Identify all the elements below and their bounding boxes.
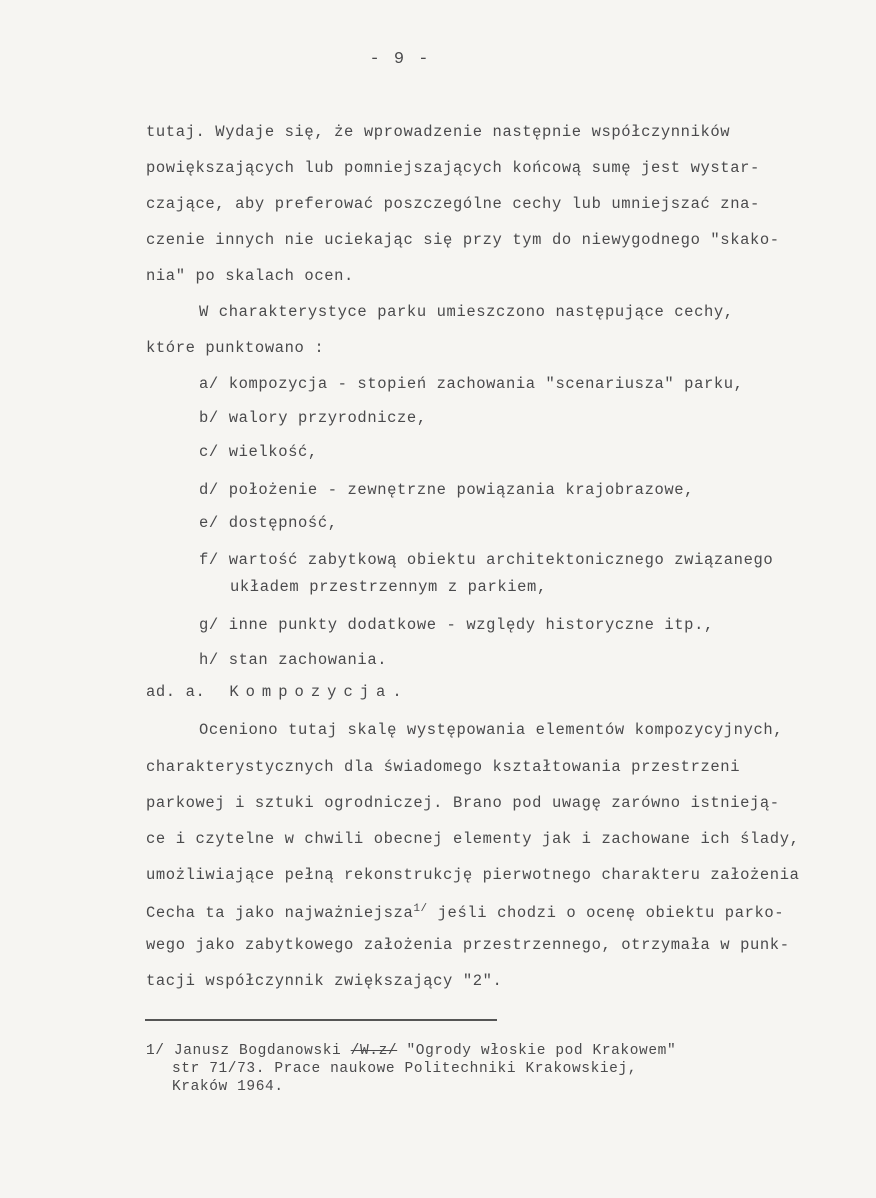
paragraph-line: nia" po skalach ocen.	[146, 267, 354, 285]
footnote-line: str 71/73. Prace naukowe Politechniki Krakowskiej,	[172, 1061, 638, 1077]
paragraph-line: charakterystycznych dla świadomego kształtowania przestrzeni	[146, 758, 741, 776]
paragraph-line: ce i czytelne w chwili obecnej elementy jak i zachowane ich ślady,	[146, 830, 800, 848]
list-item: c/ wielkość,	[199, 443, 318, 461]
section-heading	[146, 682, 409, 702]
list-item: g/ inne punkty dodatkowe - względy historyczne itp.,	[199, 616, 714, 634]
list-item: d/ położenie - zewnętrzne powiązania krajobrazowe,	[199, 481, 695, 499]
section-label: ad. a.	[146, 683, 206, 701]
footnote-title: "Ogrody włoskie pod Krakowem"	[406, 1043, 677, 1059]
paragraph-line: czające, aby preferować poszczególne cechy lub umniejszać zna-	[146, 195, 760, 213]
list-item-continuation: układem przestrzennym z parkiem,	[230, 578, 547, 596]
footnote-line: Kraków 1964.	[172, 1079, 284, 1095]
list-item: h/ stan zachowania.	[199, 651, 388, 669]
paragraph-line: parkowej i sztuki ogrodniczej. Brano pod uwagę zarówno istnieją-	[146, 794, 780, 812]
paragraph-line: umożliwiające pełną rekonstrukcję pierwotnego charakteru założenia	[146, 866, 800, 884]
paragraph-text: jeśli chodzi o ocenę obiektu parko-	[437, 904, 785, 923]
footnote-reference: 1/	[413, 903, 428, 915]
footnote-author: Janusz Bogdanowski	[173, 1043, 342, 1059]
paragraph-line: powiększających lub pomniejszających końcową sumę jest wystar-	[146, 159, 760, 177]
list-item: f/ wartość zabytkową obiektu architektonicznego związanego	[199, 551, 774, 569]
footnote-divider	[145, 1019, 497, 1021]
paragraph-line: które punktowano :	[146, 339, 325, 357]
page-number: - 9 -	[369, 50, 431, 69]
list-item: b/ walory przyrodnicze,	[199, 409, 427, 427]
paragraph-line: tutaj. Wydaje się, że wprowadzenie następnie współczynników	[146, 123, 731, 141]
paragraph-line: czenie innych nie uciekając się przy tym do niewygodnego "skako-	[146, 231, 780, 249]
footnote-struck-text: /W.z/	[350, 1043, 398, 1059]
list-item: a/ kompozycja - stopień zachowania "scenariusza" parku,	[199, 375, 744, 393]
paragraph-line: W charakterystyce parku umieszczono następujące cechy,	[199, 303, 734, 321]
paragraph-text: Cecha ta jako najważniejsza	[146, 904, 414, 923]
footnote-marker: 1/	[146, 1043, 165, 1059]
paragraph-line: tacji współczynnik zwiększający "2".	[146, 972, 503, 990]
paragraph-line: Oceniono tutaj skalę występowania elementów kompozycyjnych,	[199, 721, 784, 739]
footnote-line	[146, 1041, 676, 1061]
list-item: e/ dostępność,	[199, 514, 338, 532]
section-title: Kompozycja.	[229, 683, 409, 701]
paragraph-line: wego jako zabytkowego założenia przestrzennego, otrzymała w punk-	[146, 936, 790, 954]
paragraph-line	[146, 899, 784, 923]
